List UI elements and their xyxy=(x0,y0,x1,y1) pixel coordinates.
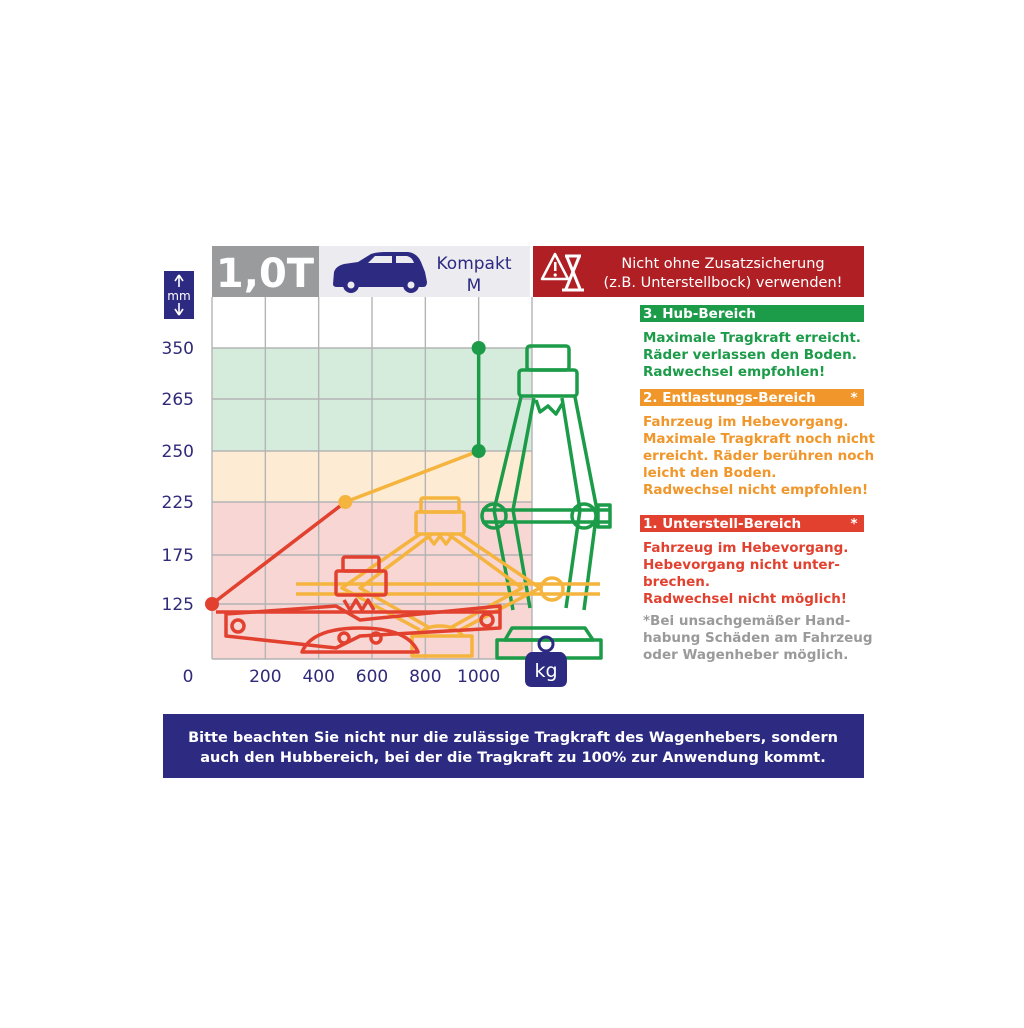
y-tick-label: 125 xyxy=(161,595,194,615)
data-point xyxy=(205,597,219,611)
section-hub-line: Maximale Tragkraft erreicht. xyxy=(643,330,861,346)
section-hub-line: Radwechsel empfohlen! xyxy=(643,364,826,380)
bottom-note-line-2: auch den Hubbereich, bei der die Tragkraft zu 100% zur Anwendung kommt. xyxy=(200,750,826,766)
y-tick-label: 250 xyxy=(161,442,194,462)
section-entlastung xyxy=(640,389,876,498)
x-tick-label: 1000 xyxy=(457,667,501,687)
y-tick-label: 265 xyxy=(161,390,194,410)
x-tick-label: 800 xyxy=(409,667,442,687)
section-unterstell-title: 1. Unterstell-Bereich xyxy=(643,516,802,532)
y-tick-label: 225 xyxy=(161,493,194,513)
axis-origin-label: 0 xyxy=(182,667,194,687)
section-hub xyxy=(640,305,864,380)
section-entlastung-title: 2. Entlastungs-Bereich xyxy=(643,390,816,406)
vehicle-size-label: M xyxy=(466,276,482,296)
y-tick-labels xyxy=(162,339,194,615)
x-tick-label: 600 xyxy=(355,667,389,687)
section-entlastung-line: erreicht. Räder berühren noch xyxy=(643,448,875,464)
x-tick-label: 200 xyxy=(249,667,282,687)
section-unterstell-line: Fahrzeug im Hebevorgang. xyxy=(643,540,849,556)
x-unit-label: kg xyxy=(534,660,558,682)
section-unterstell-line: Hebevorgang nicht unter- xyxy=(643,557,840,573)
footnote xyxy=(643,613,873,663)
footnote-line: habung Schäden am Fahrzeug xyxy=(643,630,873,646)
warning-line-1: Nicht ohne Zusatzsicherung xyxy=(621,256,825,272)
y-tick-label: 175 xyxy=(161,546,194,566)
section-entlastung-line: Fahrzeug im Hebevorgang. xyxy=(643,414,849,430)
section-entlastung-line: Maximale Tragkraft noch nicht xyxy=(643,431,875,447)
capacity-label: 1,0T xyxy=(215,251,315,297)
vehicle-class-label: Kompakt xyxy=(436,254,512,274)
section-entlastung-line: Radwechsel nicht empfohlen! xyxy=(643,482,869,498)
warning-line-2: (z.B. Unterstellbock) verwenden! xyxy=(603,275,843,291)
data-point xyxy=(338,495,352,509)
section-unterstell-star: * xyxy=(850,516,858,532)
y-tick-label: 350 xyxy=(161,339,194,359)
footnote-line: oder Wagenheber möglich. xyxy=(643,647,849,663)
section-unterstell-line: brechen. xyxy=(643,574,710,590)
section-unterstell xyxy=(640,515,864,607)
section-unterstell-line: Radwechsel nicht möglich! xyxy=(643,591,847,607)
section-entlastung-line: leicht den Boden. xyxy=(643,465,777,481)
bottom-banner xyxy=(163,714,864,778)
x-tick-label: 400 xyxy=(302,667,335,687)
x-tick-labels xyxy=(249,667,500,687)
footnote-line: *Bei unsachgemäßer Hand- xyxy=(643,613,851,629)
section-hub-title: 3. Hub-Bereich xyxy=(643,306,756,322)
section-hub-line: Räder verlassen den Boden. xyxy=(643,347,857,363)
bottom-note-line-1: Bitte beachten Sie nicht nur die zulässige Tragkraft des Wagenhebers, sondern xyxy=(188,730,838,746)
data-point xyxy=(472,444,486,458)
data-point xyxy=(472,341,486,355)
y-unit-label: mm xyxy=(167,289,191,303)
section-entlastung-star: * xyxy=(850,390,858,406)
